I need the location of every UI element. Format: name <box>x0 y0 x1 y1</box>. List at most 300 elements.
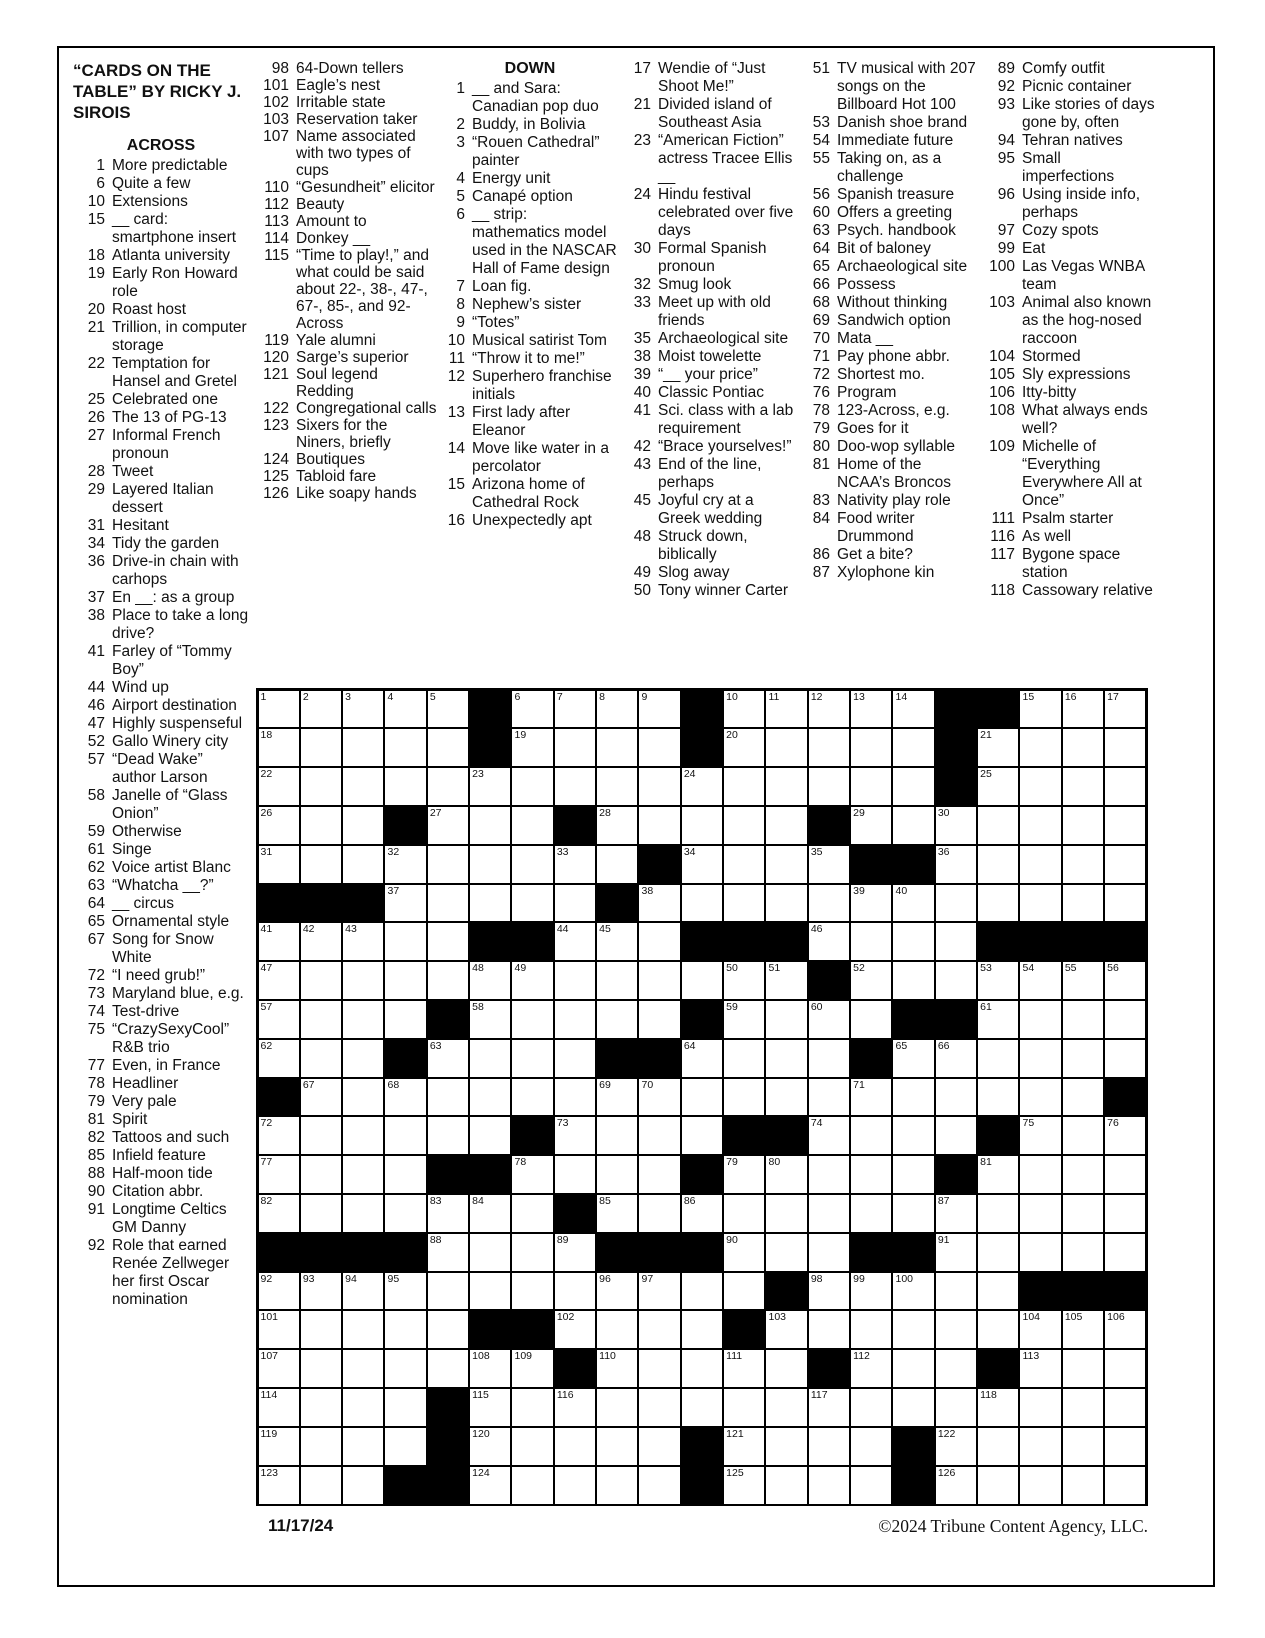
grid-cell[interactable] <box>978 1467 1018 1504</box>
grid-cell[interactable] <box>893 807 933 844</box>
grid-cell[interactable] <box>851 1117 891 1154</box>
grid-cell[interactable] <box>259 1273 299 1310</box>
grid-cell[interactable] <box>597 1273 637 1310</box>
grid-cell[interactable] <box>1020 962 1060 999</box>
grid-cell[interactable] <box>851 807 891 844</box>
grid-cell[interactable] <box>428 846 468 883</box>
grid-cell[interactable] <box>766 1001 806 1038</box>
grid-cell[interactable] <box>936 1117 976 1154</box>
grid-cell[interactable] <box>766 1195 806 1232</box>
grid-cell[interactable] <box>851 962 891 999</box>
grid-cell[interactable] <box>682 768 722 805</box>
grid-cell[interactable] <box>809 1040 849 1077</box>
grid-cell[interactable] <box>851 1428 891 1465</box>
grid-cell[interactable] <box>851 1389 891 1426</box>
grid-cell[interactable] <box>936 885 976 922</box>
grid-cell[interactable] <box>470 1467 510 1504</box>
grid-cell[interactable] <box>259 1428 299 1465</box>
grid-cell[interactable] <box>639 1311 679 1348</box>
grid-cell[interactable] <box>470 768 510 805</box>
grid-cell[interactable] <box>639 1428 679 1465</box>
grid-cell[interactable] <box>809 691 849 728</box>
grid-cell[interactable] <box>682 885 722 922</box>
grid-cell[interactable] <box>893 768 933 805</box>
grid-cell[interactable] <box>639 729 679 766</box>
grid-cell[interactable] <box>724 1467 764 1504</box>
grid-cell[interactable] <box>724 729 764 766</box>
grid-cell[interactable] <box>851 1079 891 1116</box>
grid-cell[interactable] <box>597 691 637 728</box>
grid-cell[interactable] <box>1063 1001 1103 1038</box>
grid-cell[interactable] <box>301 1273 341 1310</box>
grid-cell[interactable] <box>766 691 806 728</box>
grid-cell[interactable] <box>1105 1350 1145 1387</box>
grid-cell[interactable] <box>639 885 679 922</box>
grid-cell[interactable] <box>893 1311 933 1348</box>
grid-cell[interactable] <box>936 1311 976 1348</box>
grid-cell[interactable] <box>978 1001 1018 1038</box>
grid-cell[interactable] <box>555 1428 595 1465</box>
grid-cell[interactable] <box>809 1389 849 1426</box>
grid-cell[interactable] <box>978 846 1018 883</box>
grid-cell[interactable] <box>1020 1001 1060 1038</box>
grid-cell[interactable] <box>343 1195 383 1232</box>
grid-cell[interactable] <box>851 885 891 922</box>
grid-cell[interactable] <box>301 1467 341 1504</box>
grid-cell[interactable] <box>851 1350 891 1387</box>
grid-cell[interactable] <box>724 1350 764 1387</box>
grid-cell[interactable] <box>512 1195 552 1232</box>
grid-cell[interactable] <box>259 691 299 728</box>
grid-cell[interactable] <box>1063 1389 1103 1426</box>
grid-cell[interactable] <box>259 846 299 883</box>
grid-cell[interactable] <box>597 1156 637 1193</box>
grid-cell[interactable] <box>1063 1311 1103 1348</box>
grid-cell[interactable] <box>978 1428 1018 1465</box>
grid-cell[interactable] <box>597 1389 637 1426</box>
grid-cell[interactable] <box>1105 1311 1145 1348</box>
grid-cell[interactable] <box>470 1350 510 1387</box>
grid-cell[interactable] <box>1020 768 1060 805</box>
grid-cell[interactable] <box>385 1079 425 1116</box>
grid-cell[interactable] <box>809 1079 849 1116</box>
grid-cell[interactable] <box>936 1273 976 1310</box>
grid-cell[interactable] <box>428 1117 468 1154</box>
grid-cell[interactable] <box>724 1195 764 1232</box>
grid-cell[interactable] <box>428 1234 468 1271</box>
grid-cell[interactable] <box>470 1117 510 1154</box>
grid-cell[interactable] <box>766 1156 806 1193</box>
grid-cell[interactable] <box>385 729 425 766</box>
grid-cell[interactable] <box>724 1234 764 1271</box>
grid-cell[interactable] <box>766 1234 806 1271</box>
grid-cell[interactable] <box>639 1467 679 1504</box>
grid-cell[interactable] <box>597 1311 637 1348</box>
grid-cell[interactable] <box>343 923 383 960</box>
grid-cell[interactable] <box>936 1389 976 1426</box>
grid-cell[interactable] <box>978 1389 1018 1426</box>
grid-cell[interactable] <box>343 1273 383 1310</box>
grid-cell[interactable] <box>301 846 341 883</box>
grid-cell[interactable] <box>724 846 764 883</box>
grid-cell[interactable] <box>555 1389 595 1426</box>
grid-cell[interactable] <box>301 1428 341 1465</box>
grid-cell[interactable] <box>682 1389 722 1426</box>
grid-cell[interactable] <box>597 923 637 960</box>
grid-cell[interactable] <box>1105 1117 1145 1154</box>
grid-cell[interactable] <box>1105 885 1145 922</box>
grid-cell[interactable] <box>809 1467 849 1504</box>
grid-cell[interactable] <box>936 962 976 999</box>
grid-cell[interactable] <box>936 807 976 844</box>
grid-cell[interactable] <box>1105 1428 1145 1465</box>
grid-cell[interactable] <box>1020 1156 1060 1193</box>
grid-cell[interactable] <box>428 807 468 844</box>
grid-cell[interactable] <box>893 1389 933 1426</box>
grid-cell[interactable] <box>893 729 933 766</box>
grid-cell[interactable] <box>978 1195 1018 1232</box>
grid-cell[interactable] <box>893 1079 933 1116</box>
grid-cell[interactable] <box>1063 1467 1103 1504</box>
grid-cell[interactable] <box>1105 691 1145 728</box>
grid-cell[interactable] <box>978 1156 1018 1193</box>
grid-cell[interactable] <box>259 1040 299 1077</box>
grid-cell[interactable] <box>809 1311 849 1348</box>
grid-cell[interactable] <box>724 807 764 844</box>
grid-cell[interactable] <box>639 1195 679 1232</box>
grid-cell[interactable] <box>428 1350 468 1387</box>
grid-cell[interactable] <box>851 691 891 728</box>
grid-cell[interactable] <box>766 1311 806 1348</box>
grid-cell[interactable] <box>724 768 764 805</box>
grid-cell[interactable] <box>639 1389 679 1426</box>
grid-cell[interactable] <box>470 1389 510 1426</box>
grid-cell[interactable] <box>724 1428 764 1465</box>
grid-cell[interactable] <box>766 807 806 844</box>
grid-cell[interactable] <box>259 1389 299 1426</box>
grid-cell[interactable] <box>301 923 341 960</box>
grid-cell[interactable] <box>682 1311 722 1348</box>
grid-cell[interactable] <box>428 1079 468 1116</box>
grid-cell[interactable] <box>301 1389 341 1426</box>
grid-cell[interactable] <box>766 1079 806 1116</box>
grid-cell[interactable] <box>936 1428 976 1465</box>
grid-cell[interactable] <box>512 1389 552 1426</box>
grid-cell[interactable] <box>259 962 299 999</box>
grid-cell[interactable] <box>512 1467 552 1504</box>
grid-cell[interactable] <box>343 1311 383 1348</box>
grid-cell[interactable] <box>1063 885 1103 922</box>
grid-cell[interactable] <box>682 1117 722 1154</box>
grid-cell[interactable] <box>301 1311 341 1348</box>
grid-cell[interactable] <box>1063 962 1103 999</box>
grid-cell[interactable] <box>682 807 722 844</box>
grid-cell[interactable] <box>1020 807 1060 844</box>
grid-cell[interactable] <box>851 768 891 805</box>
grid-cell[interactable] <box>639 1117 679 1154</box>
grid-cell[interactable] <box>555 1234 595 1271</box>
grid-cell[interactable] <box>809 1234 849 1271</box>
grid-cell[interactable] <box>978 885 1018 922</box>
grid-cell[interactable] <box>936 1079 976 1116</box>
grid-cell[interactable] <box>301 1001 341 1038</box>
grid-cell[interactable] <box>555 1273 595 1310</box>
grid-cell[interactable] <box>639 1273 679 1310</box>
grid-cell[interactable] <box>724 1156 764 1193</box>
grid-cell[interactable] <box>936 1040 976 1077</box>
grid-cell[interactable] <box>851 1273 891 1310</box>
grid-cell[interactable] <box>385 1389 425 1426</box>
grid-cell[interactable] <box>893 1117 933 1154</box>
grid-cell[interactable] <box>682 1079 722 1116</box>
grid-cell[interactable] <box>893 1040 933 1077</box>
grid-cell[interactable] <box>385 1428 425 1465</box>
grid-cell[interactable] <box>512 1234 552 1271</box>
grid-cell[interactable] <box>301 1350 341 1387</box>
grid-cell[interactable] <box>809 885 849 922</box>
grid-cell[interactable] <box>724 1389 764 1426</box>
grid-cell[interactable] <box>555 1156 595 1193</box>
grid-cell[interactable] <box>1105 729 1145 766</box>
grid-cell[interactable] <box>597 846 637 883</box>
grid-cell[interactable] <box>301 729 341 766</box>
grid-cell[interactable] <box>512 885 552 922</box>
grid-cell[interactable] <box>1020 1389 1060 1426</box>
grid-cell[interactable] <box>809 846 849 883</box>
grid-cell[interactable] <box>597 807 637 844</box>
grid-cell[interactable] <box>851 923 891 960</box>
grid-cell[interactable] <box>639 1079 679 1116</box>
grid-cell[interactable] <box>682 846 722 883</box>
grid-cell[interactable] <box>724 1079 764 1116</box>
grid-cell[interactable] <box>936 1234 976 1271</box>
grid-cell[interactable] <box>301 1195 341 1232</box>
grid-cell[interactable] <box>428 729 468 766</box>
grid-cell[interactable] <box>766 1389 806 1426</box>
grid-cell[interactable] <box>1020 691 1060 728</box>
grid-cell[interactable] <box>597 729 637 766</box>
grid-cell[interactable] <box>301 962 341 999</box>
grid-cell[interactable] <box>1063 1350 1103 1387</box>
grid-cell[interactable] <box>639 1350 679 1387</box>
grid-cell[interactable] <box>851 1195 891 1232</box>
grid-cell[interactable] <box>597 1079 637 1116</box>
grid-cell[interactable] <box>1063 768 1103 805</box>
grid-cell[interactable] <box>343 1079 383 1116</box>
grid-cell[interactable] <box>1105 1234 1145 1271</box>
grid-cell[interactable] <box>385 1001 425 1038</box>
grid-cell[interactable] <box>978 1040 1018 1077</box>
grid-cell[interactable] <box>724 1001 764 1038</box>
grid-cell[interactable] <box>555 962 595 999</box>
grid-cell[interactable] <box>893 962 933 999</box>
grid-cell[interactable] <box>766 885 806 922</box>
grid-cell[interactable] <box>555 1079 595 1116</box>
grid-cell[interactable] <box>343 846 383 883</box>
grid-cell[interactable] <box>428 1273 468 1310</box>
grid-cell[interactable] <box>1063 691 1103 728</box>
grid-cell[interactable] <box>301 807 341 844</box>
grid-cell[interactable] <box>1020 1117 1060 1154</box>
grid-cell[interactable] <box>385 1156 425 1193</box>
grid-cell[interactable] <box>766 962 806 999</box>
grid-cell[interactable] <box>766 846 806 883</box>
grid-cell[interactable] <box>597 768 637 805</box>
grid-cell[interactable] <box>259 1350 299 1387</box>
grid-cell[interactable] <box>555 885 595 922</box>
grid-cell[interactable] <box>936 1350 976 1387</box>
grid-cell[interactable] <box>1063 1195 1103 1232</box>
grid-cell[interactable] <box>385 768 425 805</box>
grid-cell[interactable] <box>385 1350 425 1387</box>
grid-cell[interactable] <box>597 1350 637 1387</box>
grid-cell[interactable] <box>512 1001 552 1038</box>
grid-cell[interactable] <box>682 1350 722 1387</box>
grid-cell[interactable] <box>978 1311 1018 1348</box>
grid-cell[interactable] <box>470 1273 510 1310</box>
grid-cell[interactable] <box>893 1273 933 1310</box>
grid-cell[interactable] <box>555 768 595 805</box>
grid-cell[interactable] <box>597 1428 637 1465</box>
grid-cell[interactable] <box>343 1350 383 1387</box>
grid-cell[interactable] <box>428 1040 468 1077</box>
grid-cell[interactable] <box>512 1273 552 1310</box>
grid-cell[interactable] <box>682 1195 722 1232</box>
grid-cell[interactable] <box>893 1156 933 1193</box>
grid-cell[interactable] <box>555 691 595 728</box>
grid-cell[interactable] <box>343 729 383 766</box>
grid-cell[interactable] <box>1063 807 1103 844</box>
grid-cell[interactable] <box>851 1001 891 1038</box>
grid-cell[interactable] <box>385 691 425 728</box>
grid-cell[interactable] <box>809 1001 849 1038</box>
grid-cell[interactable] <box>766 1040 806 1077</box>
grid-cell[interactable] <box>597 962 637 999</box>
grid-cell[interactable] <box>1063 1428 1103 1465</box>
grid-cell[interactable] <box>512 729 552 766</box>
grid-cell[interactable] <box>978 1079 1018 1116</box>
grid-cell[interactable] <box>1020 729 1060 766</box>
grid-cell[interactable] <box>1105 768 1145 805</box>
grid-cell[interactable] <box>428 923 468 960</box>
grid-cell[interactable] <box>1063 1156 1103 1193</box>
grid-cell[interactable] <box>343 1156 383 1193</box>
grid-cell[interactable] <box>385 846 425 883</box>
grid-cell[interactable] <box>301 1117 341 1154</box>
grid-cell[interactable] <box>385 1117 425 1154</box>
grid-cell[interactable] <box>978 1273 1018 1310</box>
grid-cell[interactable] <box>428 1195 468 1232</box>
grid-cell[interactable] <box>639 962 679 999</box>
grid-cell[interactable] <box>724 691 764 728</box>
grid-cell[interactable] <box>1020 1428 1060 1465</box>
grid-cell[interactable] <box>470 1079 510 1116</box>
grid-cell[interactable] <box>1063 1079 1103 1116</box>
grid-cell[interactable] <box>809 1273 849 1310</box>
grid-cell[interactable] <box>301 1040 341 1077</box>
grid-cell[interactable] <box>555 846 595 883</box>
grid-cell[interactable] <box>597 1467 637 1504</box>
grid-cell[interactable] <box>1063 1234 1103 1271</box>
grid-cell[interactable] <box>1105 807 1145 844</box>
grid-cell[interactable] <box>809 1195 849 1232</box>
grid-cell[interactable] <box>893 1195 933 1232</box>
grid-cell[interactable] <box>893 885 933 922</box>
grid-cell[interactable] <box>512 691 552 728</box>
grid-cell[interactable] <box>512 1040 552 1077</box>
grid-cell[interactable] <box>851 1467 891 1504</box>
grid-cell[interactable] <box>301 1079 341 1116</box>
grid-cell[interactable] <box>724 962 764 999</box>
grid-cell[interactable] <box>470 1001 510 1038</box>
grid-cell[interactable] <box>470 962 510 999</box>
grid-cell[interactable] <box>512 1428 552 1465</box>
grid-cell[interactable] <box>259 1195 299 1232</box>
grid-cell[interactable] <box>1105 1001 1145 1038</box>
grid-cell[interactable] <box>851 729 891 766</box>
grid-cell[interactable] <box>512 768 552 805</box>
grid-cell[interactable] <box>1105 1040 1145 1077</box>
grid-cell[interactable] <box>978 962 1018 999</box>
grid-cell[interactable] <box>682 962 722 999</box>
grid-cell[interactable] <box>682 1040 722 1077</box>
grid-cell[interactable] <box>259 1156 299 1193</box>
grid-cell[interactable] <box>512 807 552 844</box>
grid-cell[interactable] <box>555 923 595 960</box>
grid-cell[interactable] <box>470 1195 510 1232</box>
grid-cell[interactable] <box>724 885 764 922</box>
grid-cell[interactable] <box>639 923 679 960</box>
grid-cell[interactable] <box>1020 1040 1060 1077</box>
grid-cell[interactable] <box>978 768 1018 805</box>
grid-cell[interactable] <box>428 768 468 805</box>
grid-cell[interactable] <box>1020 1350 1060 1387</box>
grid-cell[interactable] <box>428 1311 468 1348</box>
grid-cell[interactable] <box>385 962 425 999</box>
grid-cell[interactable] <box>343 768 383 805</box>
grid-cell[interactable] <box>470 885 510 922</box>
grid-cell[interactable] <box>597 1001 637 1038</box>
grid-cell[interactable] <box>809 1428 849 1465</box>
grid-cell[interactable] <box>1020 1311 1060 1348</box>
grid-cell[interactable] <box>1105 1195 1145 1232</box>
grid-cell[interactable] <box>978 729 1018 766</box>
grid-cell[interactable] <box>1105 962 1145 999</box>
grid-cell[interactable] <box>851 1311 891 1348</box>
grid-cell[interactable] <box>385 1273 425 1310</box>
grid-cell[interactable] <box>259 1467 299 1504</box>
grid-cell[interactable] <box>1105 1389 1145 1426</box>
grid-cell[interactable] <box>343 962 383 999</box>
grid-cell[interactable] <box>259 1311 299 1348</box>
grid-cell[interactable] <box>597 1195 637 1232</box>
grid-cell[interactable] <box>259 807 299 844</box>
grid-cell[interactable] <box>893 923 933 960</box>
grid-cell[interactable] <box>343 807 383 844</box>
grid-cell[interactable] <box>555 1117 595 1154</box>
grid-cell[interactable] <box>343 691 383 728</box>
grid-cell[interactable] <box>936 1195 976 1232</box>
grid-cell[interactable] <box>385 1195 425 1232</box>
grid-cell[interactable] <box>682 1273 722 1310</box>
grid-cell[interactable] <box>597 1117 637 1154</box>
grid-cell[interactable] <box>301 768 341 805</box>
grid-cell[interactable] <box>555 1311 595 1348</box>
grid-cell[interactable] <box>343 1040 383 1077</box>
grid-cell[interactable] <box>809 768 849 805</box>
grid-cell[interactable] <box>1063 1040 1103 1077</box>
grid-cell[interactable] <box>1063 846 1103 883</box>
